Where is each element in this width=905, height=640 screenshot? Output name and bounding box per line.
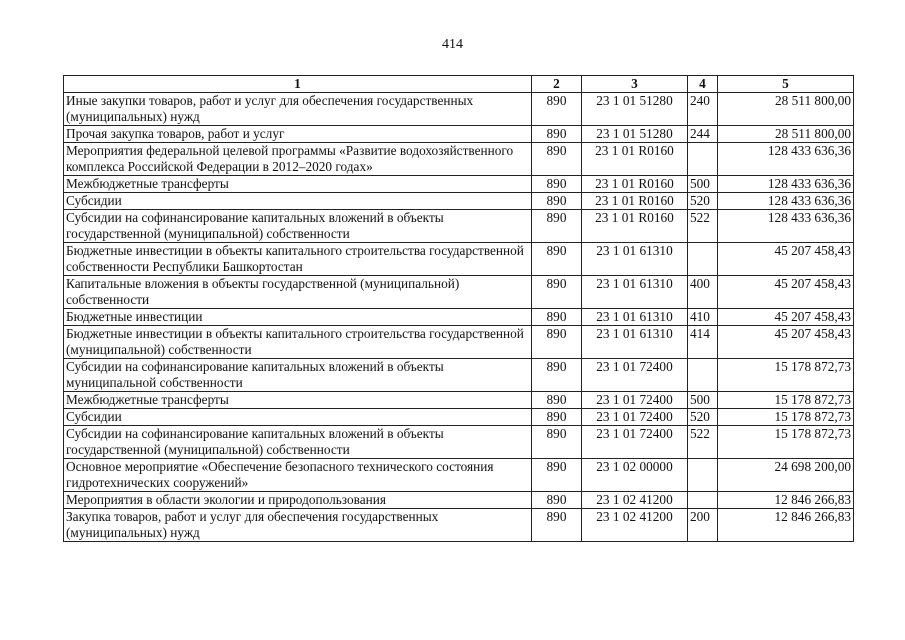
item-name-cell: Мероприятия федеральной целевой программы «Развитие водохозяйственного комплекса Российской Федерации в 2012–2020 годах»: [64, 143, 532, 176]
ministry-code-cell: 890: [532, 243, 582, 276]
item-name-cell: Субсидии на софинансирование капитальных вложений в объекты государственной (муниципальной) собственности: [64, 426, 532, 459]
table-row: [64, 193, 854, 210]
target-article-cell: 23 1 01 61310: [582, 309, 688, 326]
item-name-cell: Межбюджетные трансферты: [64, 392, 532, 409]
item-name-cell: Мероприятия в области экологии и природопользования: [64, 492, 532, 509]
ministry-code-cell: 890: [532, 126, 582, 143]
target-article-cell: 23 1 01 51280: [582, 93, 688, 126]
ministry-code-cell: 890: [532, 492, 582, 509]
item-name-cell: Субсидии на софинансирование капитальных вложений в объекты государственной (муниципальной) собственности: [64, 210, 532, 243]
amount-cell: 15 178 872,73: [718, 426, 854, 459]
table-row: [64, 276, 854, 309]
table-header: [64, 76, 854, 93]
expense-type-cell: [688, 459, 718, 492]
amount-cell: 28 511 800,00: [718, 126, 854, 143]
ministry-code-cell: 890: [532, 193, 582, 210]
amount-cell: 24 698 200,00: [718, 459, 854, 492]
amount-cell: 45 207 458,43: [718, 276, 854, 309]
amount-cell: 15 178 872,73: [718, 392, 854, 409]
item-name-cell: Бюджетные инвестиции в объекты капитального строительства государственной собственности Республики Башкортостан: [64, 243, 532, 276]
table-row: [64, 210, 854, 243]
target-article-cell: 23 1 02 41200: [582, 492, 688, 509]
ministry-code-cell: 890: [532, 426, 582, 459]
amount-cell: 45 207 458,43: [718, 326, 854, 359]
expense-type-cell: 200: [688, 509, 718, 542]
item-name-cell: Субсидии: [64, 193, 532, 210]
table-row: [64, 359, 854, 392]
ministry-code-cell: 890: [532, 509, 582, 542]
table-row: [64, 492, 854, 509]
table-row: [64, 243, 854, 276]
target-article-cell: 23 1 01 R0160: [582, 210, 688, 243]
expense-type-cell: 240: [688, 93, 718, 126]
amount-cell: 15 178 872,73: [718, 409, 854, 426]
budget-table: [63, 75, 854, 542]
column-header-4: 4: [688, 76, 718, 93]
expense-type-cell: [688, 243, 718, 276]
table-row: [64, 409, 854, 426]
target-article-cell: 23 1 01 61310: [582, 243, 688, 276]
header-row: [64, 76, 854, 93]
amount-cell: 128 433 636,36: [718, 176, 854, 193]
amount-cell: 15 178 872,73: [718, 359, 854, 392]
expense-type-cell: 500: [688, 392, 718, 409]
target-article-cell: 23 1 02 00000: [582, 459, 688, 492]
expense-type-cell: 500: [688, 176, 718, 193]
table-row: [64, 309, 854, 326]
table-row: [64, 93, 854, 126]
table-row: [64, 326, 854, 359]
ministry-code-cell: 890: [532, 176, 582, 193]
item-name-cell: Прочая закупка товаров, работ и услуг: [64, 126, 532, 143]
column-header-5: 5: [718, 76, 854, 93]
amount-cell: 12 846 266,83: [718, 492, 854, 509]
table-body: [64, 93, 854, 542]
expense-type-cell: 414: [688, 326, 718, 359]
expense-type-cell: 520: [688, 409, 718, 426]
ministry-code-cell: 890: [532, 409, 582, 426]
table-row: [64, 509, 854, 542]
amount-cell: 45 207 458,43: [718, 243, 854, 276]
table-row: [64, 176, 854, 193]
ministry-code-cell: 890: [532, 459, 582, 492]
amount-cell: 45 207 458,43: [718, 309, 854, 326]
amount-cell: 128 433 636,36: [718, 193, 854, 210]
table-row: [64, 392, 854, 409]
item-name-cell: Бюджетные инвестиции: [64, 309, 532, 326]
ministry-code-cell: 890: [532, 309, 582, 326]
item-name-cell: Субсидии на софинансирование капитальных вложений в объекты муниципальной собственности: [64, 359, 532, 392]
expense-type-cell: 244: [688, 126, 718, 143]
amount-cell: 128 433 636,36: [718, 210, 854, 243]
target-article-cell: 23 1 01 72400: [582, 392, 688, 409]
target-article-cell: 23 1 01 51280: [582, 126, 688, 143]
expense-type-cell: 410: [688, 309, 718, 326]
target-article-cell: 23 1 01 R0160: [582, 193, 688, 210]
ministry-code-cell: 890: [532, 392, 582, 409]
expense-type-cell: 400: [688, 276, 718, 309]
target-article-cell: 23 1 01 72400: [582, 359, 688, 392]
ministry-code-cell: 890: [532, 210, 582, 243]
expense-type-cell: 522: [688, 210, 718, 243]
table-row: [64, 426, 854, 459]
target-article-cell: 23 1 01 R0160: [582, 143, 688, 176]
table-row: [64, 126, 854, 143]
target-article-cell: 23 1 01 61310: [582, 326, 688, 359]
item-name-cell: Бюджетные инвестиции в объекты капитального строительства государственной (муниципальной) собственности: [64, 326, 532, 359]
table-row: [64, 143, 854, 176]
item-name-cell: Основное мероприятие «Обеспечение безопасного технического состояния гидротехнических сооружений»: [64, 459, 532, 492]
column-header-2: 2: [532, 76, 582, 93]
item-name-cell: Закупка товаров, работ и услуг для обеспечения государственных (муниципальных) нужд: [64, 509, 532, 542]
table-row: [64, 459, 854, 492]
ministry-code-cell: 890: [532, 93, 582, 126]
target-article-cell: 23 1 01 61310: [582, 276, 688, 309]
ministry-code-cell: 890: [532, 326, 582, 359]
expense-type-cell: [688, 359, 718, 392]
column-header-1: 1: [64, 76, 532, 93]
amount-cell: 12 846 266,83: [718, 509, 854, 542]
amount-cell: 28 511 800,00: [718, 93, 854, 126]
expense-type-cell: 520: [688, 193, 718, 210]
target-article-cell: 23 1 02 41200: [582, 509, 688, 542]
expense-type-cell: 522: [688, 426, 718, 459]
ministry-code-cell: 890: [532, 143, 582, 176]
item-name-cell: Капитальные вложения в объекты государственной (муниципальной) собственности: [64, 276, 532, 309]
target-article-cell: 23 1 01 R0160: [582, 176, 688, 193]
ministry-code-cell: 890: [532, 276, 582, 309]
amount-cell: 128 433 636,36: [718, 143, 854, 176]
column-header-3: 3: [582, 76, 688, 93]
item-name-cell: Субсидии: [64, 409, 532, 426]
page-number: 414: [442, 37, 463, 52]
item-name-cell: Межбюджетные трансферты: [64, 176, 532, 193]
target-article-cell: 23 1 01 72400: [582, 426, 688, 459]
item-name-cell: Иные закупки товаров, работ и услуг для обеспечения государственных (муниципальных) нужд: [64, 93, 532, 126]
expense-type-cell: [688, 143, 718, 176]
target-article-cell: 23 1 01 72400: [582, 409, 688, 426]
ministry-code-cell: 890: [532, 359, 582, 392]
expense-type-cell: [688, 492, 718, 509]
